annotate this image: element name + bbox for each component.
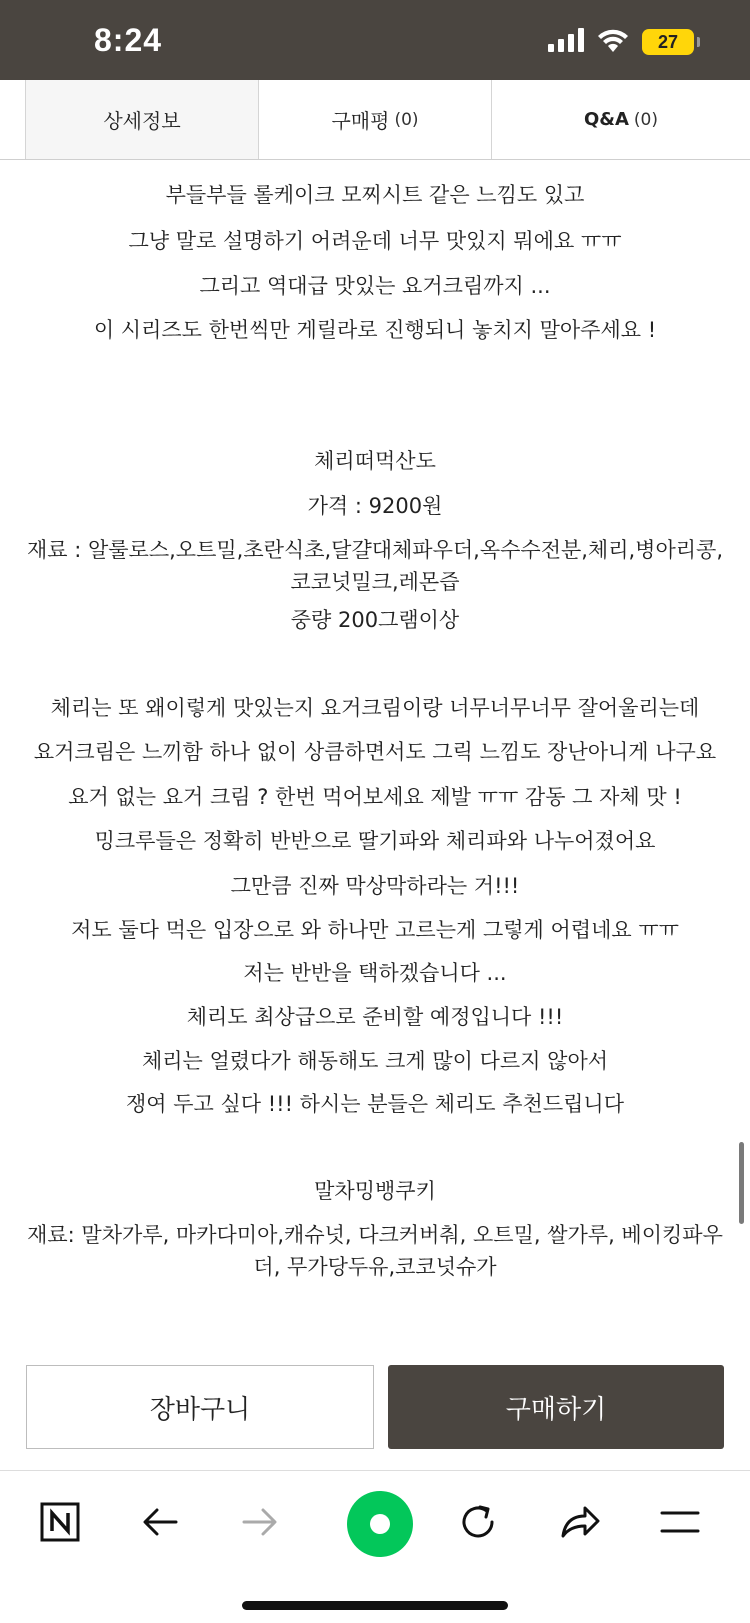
tab-count: (0) [633,109,659,130]
forward-arrow-icon[interactable] [230,1492,290,1552]
buy-now-button[interactable]: 구매하기 [388,1365,724,1449]
product-ingredients: 재료 : 알룰로스,오트밀,초란식초,달걀대체파우더,옥수수전분,체리,병아리콩,코코넛밀크,레몬즙 [26,538,724,594]
detail-text-line: 체리는 얼렸다가 해동해도 크게 많이 다르지 않아서 [141,1049,609,1073]
product-detail-content [0,161,750,1345]
naver-home-icon[interactable] [30,1492,90,1552]
product-name: 말차밍뱅쿠키 [314,1179,436,1203]
tab-bar [0,80,750,160]
tab-label: 구매평 [331,109,390,133]
detail-text-line: 체리는 또 왜이렇게 맛있는지 요거크림이랑 너무너무너무 잘어울리는데 [50,696,700,720]
product-weight: 중량 200그램이상 [290,608,460,632]
refresh-icon[interactable] [448,1492,508,1552]
tab-reviews[interactable] [259,80,492,159]
battery-icon: 27 [642,29,694,55]
detail-text-line: 저는 반반을 택하겠습니다 ... [243,961,507,985]
detail-text-line: 이 시리즈도 한번씩만 게릴라로 진행되니 놓치지 말아주세요 ! [93,318,657,342]
menu-icon[interactable] [650,1492,710,1552]
detail-text-line: 요거 없는 요거 크림 ? 한번 먹어보세요 제발 ㅠㅠ 감동 그 자체 맛 ! [68,785,682,809]
tab-detail-info[interactable] [26,80,259,159]
detail-text-line: 저도 둘다 먹은 입장으로 와 하나만 고르는게 그렇게 어렵네요 ㅠㅠ [71,918,679,942]
add-to-cart-button[interactable]: 장바구니 [26,1365,374,1449]
detail-text-line: 부들부들 롤케이크 모찌시트 같은 느낌도 있고 [165,183,585,207]
detail-text-line: 체리도 최상급으로 준비할 예정입니다 !!! [186,1005,564,1029]
tab-spacer [0,80,26,159]
product-name: 체리떠먹산도 [314,449,436,473]
status-time: 8:24 [94,22,163,58]
status-icons [548,28,694,56]
home-indicator [242,1601,508,1610]
product-ingredients: 재료: 말차가루, 마카다미아,캐슈넛, 다크커버춰, 오트밀, 쌀가루, 베이킹파우더, 무가당두유,코코넛슈가 [27,1223,723,1279]
product-price: 가격 : 9200원 [307,494,443,518]
detail-text-line: 밍크루들은 정확히 반반으로 딸기파와 체리파와 나누어졌어요 [94,829,656,853]
detail-text-line: 그냥 말로 설명하기 어려운데 너무 맛있지 뭐에요 ㅠㅠ [128,229,622,253]
wifi-icon [596,28,630,56]
detail-text-line: 그리고 역대급 맛있는 요거크림까지 ... [199,274,551,298]
status-bar [0,0,750,80]
purchase-action-bar [0,1345,750,1471]
green-dot-icon[interactable] [342,1486,418,1562]
signal-icon [548,28,584,56]
tab-label: 상세정보 [103,109,181,133]
scrollbar-thumb[interactable] [739,1142,744,1224]
detail-text-line: 쟁여 두고 싶다 !!! 하시는 분들은 체리도 추천드립니다 [126,1092,624,1116]
back-arrow-icon[interactable] [130,1492,190,1552]
browser-toolbar [0,1472,750,1623]
tab-qna[interactable] [492,80,750,159]
share-icon[interactable] [550,1492,610,1552]
detail-text-line: 요거크림은 느끼함 하나 없이 상큼하면서도 그릭 느낌도 장난아니게 나구요 [33,740,717,764]
tab-label: Q&A [583,109,629,130]
detail-text-line: 그만큼 진짜 막상막하라는 거!!! [230,874,520,898]
tab-count: (0) [394,109,419,130]
